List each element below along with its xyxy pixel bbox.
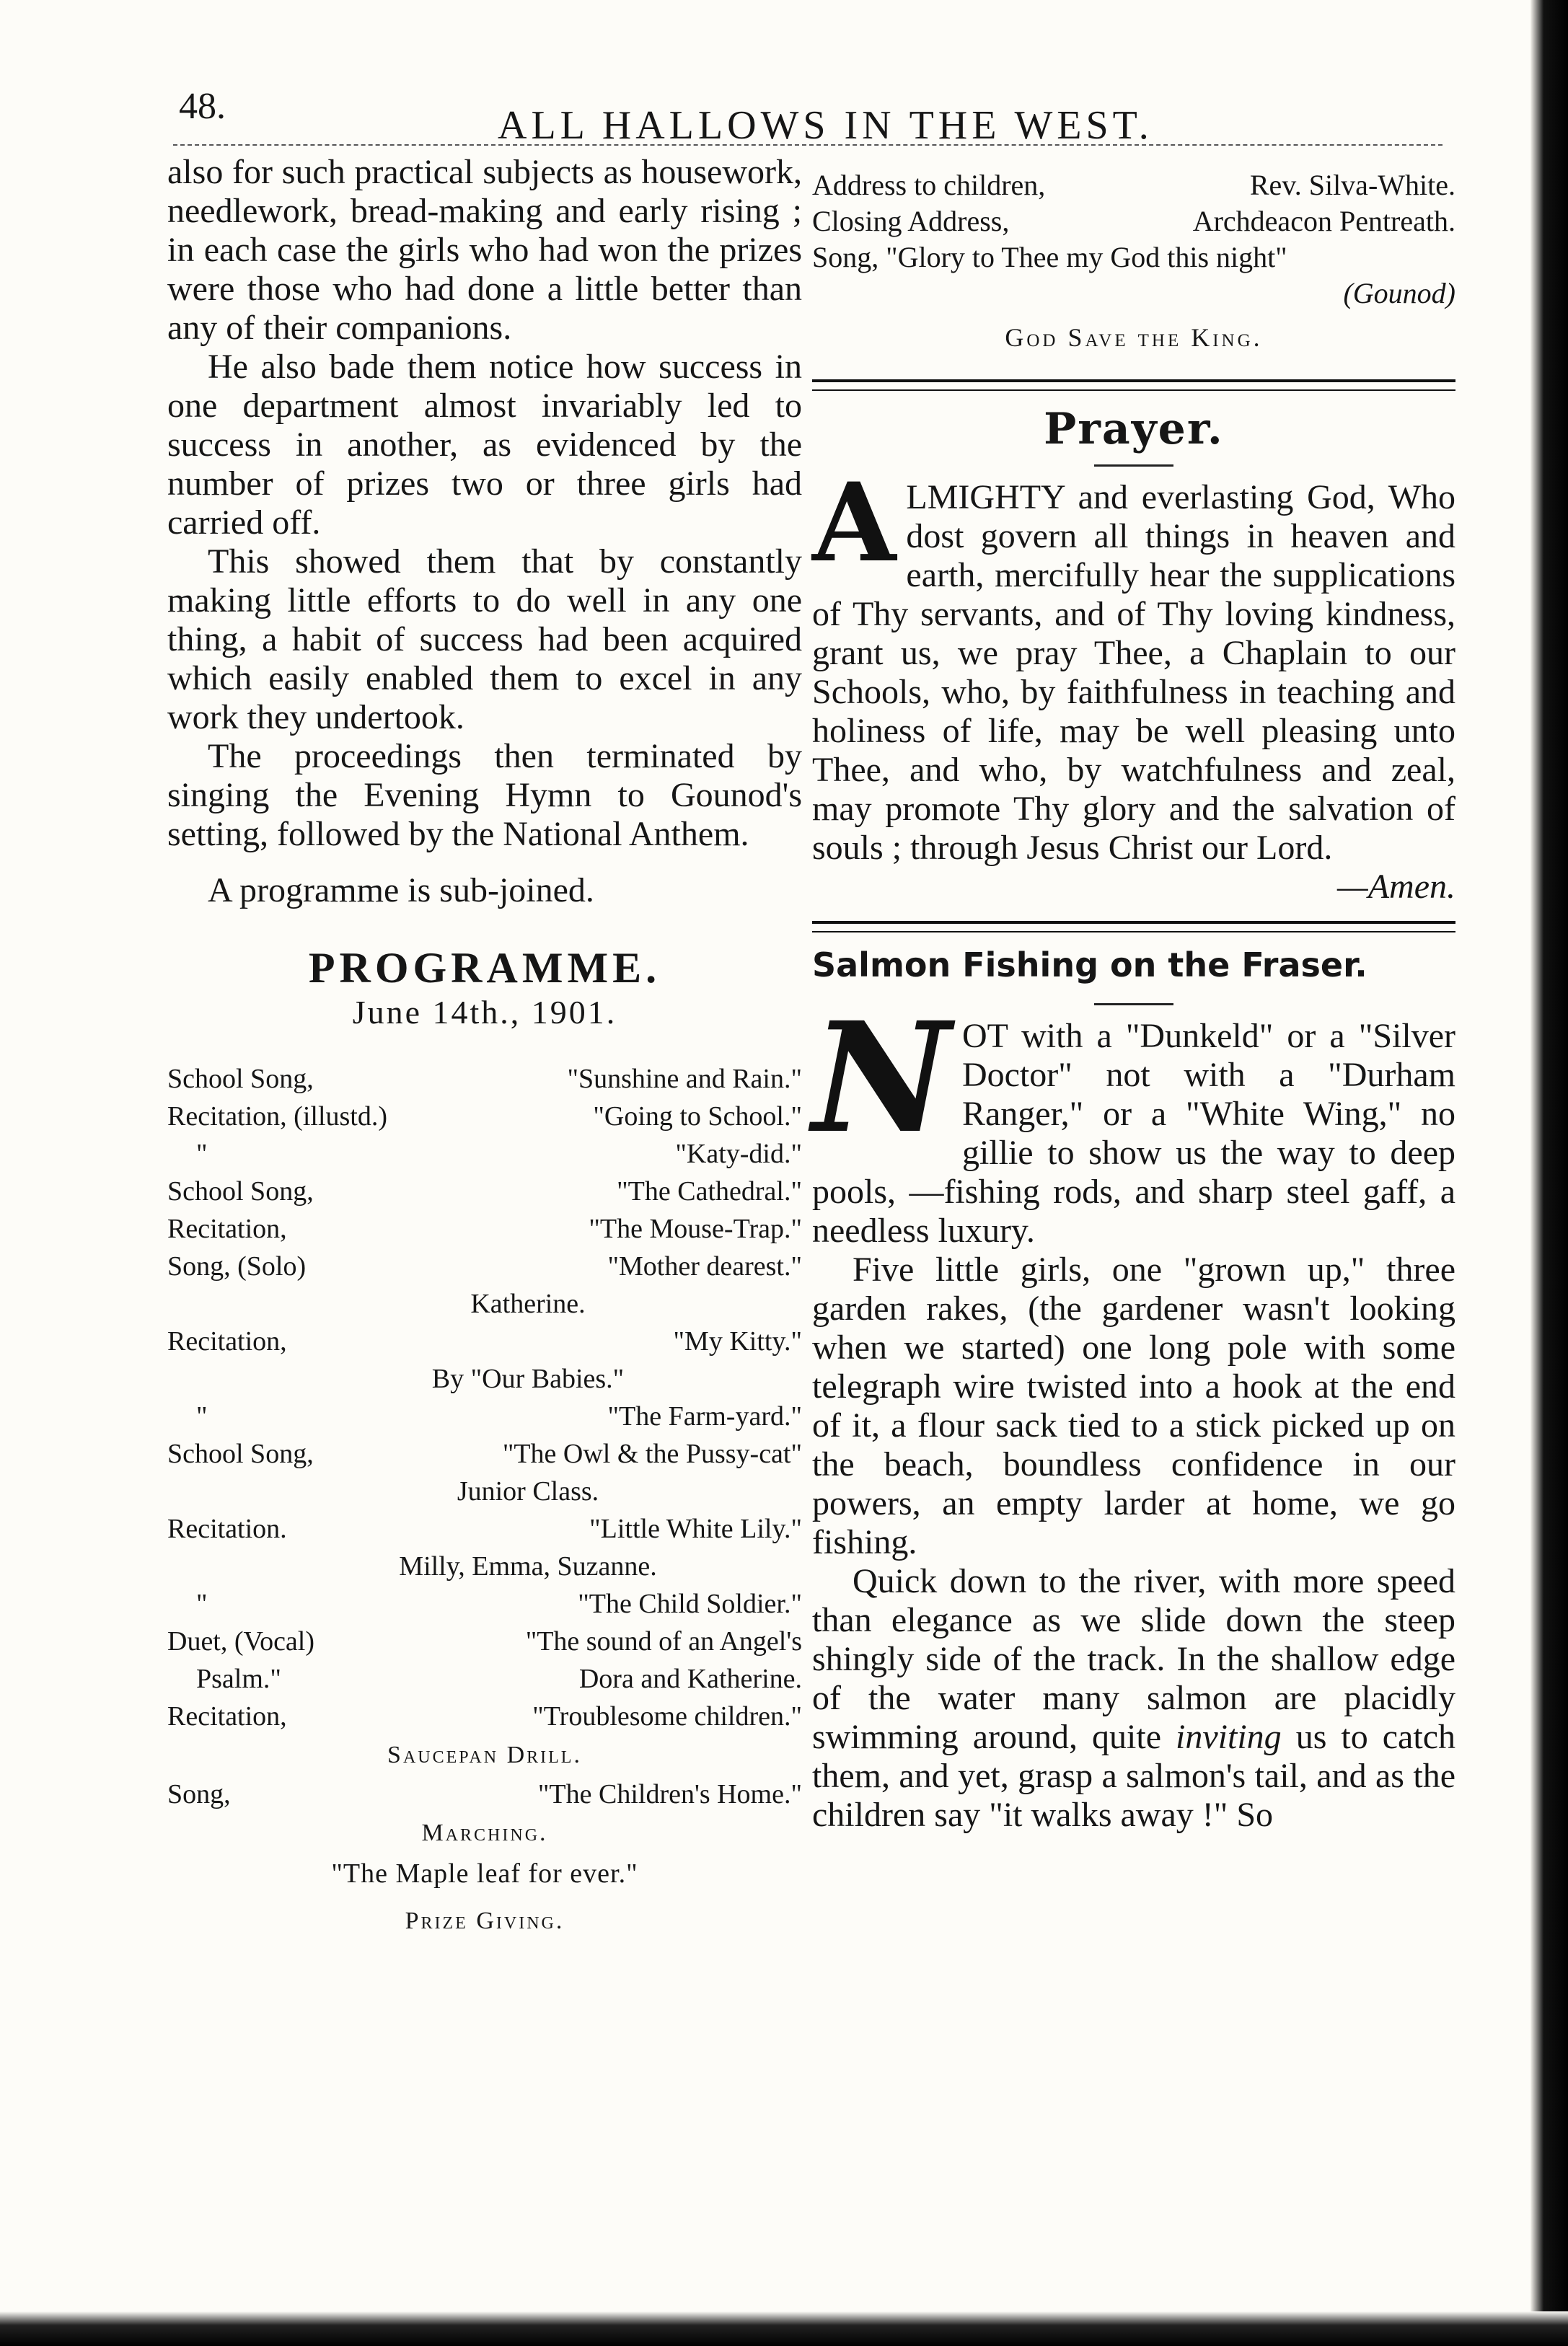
god-save-the-king: God Save the King. — [1005, 323, 1263, 352]
programme-list — [167, 1060, 802, 1941]
prayer-dropcap: A — [812, 459, 897, 586]
paragraph-success: He also bade them notice how success in one department almost invariably led to success in another, as evidenced by the number of prizes two or three girls had carried off. — [167, 348, 802, 542]
programme-item: " "The Child Soldier." — [196, 1589, 802, 1619]
prayer-text: LMIGHTY and everlasting God, Who dost govern all things in heaven and earth, mercifully hear the supplications of Thy servants, and of Thy loving kindness, grant us, we pray Thee, a Chaplain to our Schools, who, by faithfulness in teaching and holiness of life, may be well pleasing unto Thee, and who, by watchfulness and zeal, may promote Thy glory and the salvation of souls ; through Jesus Christ our Lord. — [812, 478, 1455, 867]
order-line: Song, "Glory to Thee my God this night" — [812, 241, 1287, 273]
paragraph-continuation: also for such practical subjects as housework, needlework, bread-making and early rising ; in each case the girls who had won the prizes were those who had done a little better than any of their companions. — [167, 153, 802, 347]
order-line: Address to children, Rev. Silva-White. — [812, 169, 1455, 201]
programme-item: School Song, "The Owl & the Pussy-cat" — [167, 1439, 802, 1469]
programme-item: Recitation. "Little White Lily." — [167, 1514, 802, 1544]
left-column — [167, 153, 802, 1941]
section-divider — [812, 379, 1455, 391]
programme-section: Saucepan Drill. — [387, 1742, 582, 1768]
heading-rule — [1094, 1003, 1173, 1005]
prayer-body — [812, 459, 1455, 868]
programme-item: School Song, "Sunshine and Rain." — [167, 1064, 802, 1094]
prayer-heading: Prayer. — [1044, 404, 1224, 454]
section-divider — [812, 921, 1455, 932]
page-number: 48. — [179, 86, 226, 127]
programme-item: Duet, (Vocal) "The sound of an Angel's — [167, 1626, 802, 1657]
page-edge-right — [1530, 0, 1568, 2346]
header-rule — [173, 144, 1443, 146]
prayer-amen: —Amen. — [1337, 868, 1455, 906]
salmon-paragraph-1: OT with a "Dunkeld" or a "Silver Doctor" not with a "Durham Ranger," or a "White Wing," no gillie to show us the way to deep pools, —fishing rods, and sharp steel gaff, a needless luxury. — [812, 1017, 1455, 1250]
programme-performer: Katherine. — [470, 1289, 586, 1319]
programme-performer: Milly, Emma, Suzanne. — [399, 1551, 657, 1582]
right-column — [812, 167, 1455, 1835]
running-title: ALL HALLOWS IN THE WEST. — [498, 103, 1153, 148]
paragraph-proceedings: The proceedings then terminated by singing the Evening Hymn to Gounod's setting, followed by the National Anthem. — [167, 737, 802, 853]
programme-performer: By "Our Babies." — [431, 1364, 625, 1394]
composer-credit: (Gounod) — [1343, 277, 1455, 309]
programme-performer: Junior Class. — [457, 1476, 599, 1507]
programme-item: School Song, "The Cathedral." — [167, 1176, 802, 1207]
salmon-dropcap: N — [812, 989, 951, 1167]
programme-item: Recitation, (illustd.) "Going to School." — [167, 1101, 802, 1132]
programme-item: Psalm." Dora and Katherine. — [196, 1664, 802, 1694]
programme-item: Recitation, "My Kitty." — [167, 1326, 802, 1357]
programme-item: Song, "The Children's Home." — [167, 1779, 802, 1809]
salmon-paragraph-3: Quick down to the river, with more speed than elegance as we slide down the steep shingly side of the track. In the shallow edge of the water many salmon are placidly swimming around, quite inviting us to catch them, and yet, grasp a salmon's tail, and as the children say "it walks away !" So — [812, 1562, 1456, 1834]
programme-item: " "The Farm-yard." — [196, 1401, 802, 1432]
programme-item: " "Katy-did." — [196, 1139, 802, 1169]
programme-date: June 14th., 1901. — [352, 994, 617, 1031]
programme-section: Prize Giving. — [405, 1908, 565, 1934]
salmon-body — [812, 989, 1455, 1251]
salmon-paragraph-2: Five little girls, one "grown up," three garden rakes, (the gardener wasn't looking when we started) one long pole with some telegraph wire twisted into a hook at the end of it, a flour sack tied to a stick picked up on the beach, boundless confidence in our powers, an empty larder at home, we go fishing. — [812, 1251, 1455, 1561]
programme-section: Marching. — [421, 1820, 548, 1846]
order-line: Closing Address, Archdeacon Pentreath. — [812, 205, 1455, 237]
page-edge-bottom — [0, 2311, 1568, 2346]
programme-item: Song, (Solo) "Mother dearest." — [167, 1251, 802, 1282]
paragraph-habit: This showed them that by constantly making little efforts to do well in any one thing, a habit of success had been acquired which easily enabled them to excel in any work they undertook. — [167, 542, 802, 736]
heading-rule — [1094, 464, 1173, 467]
programme-item: Recitation, "Troublesome children." — [167, 1701, 802, 1732]
paragraph-programme-intro: A programme is sub-joined. — [208, 871, 594, 909]
salmon-heading: Salmon Fishing on the Fraser. — [812, 945, 1367, 984]
programme-item: Recitation, "The Mouse-Trap." — [167, 1214, 802, 1244]
programme-song: "The Maple leaf for ever." — [331, 1858, 638, 1889]
programme-title: PROGRAMME. — [308, 944, 661, 992]
